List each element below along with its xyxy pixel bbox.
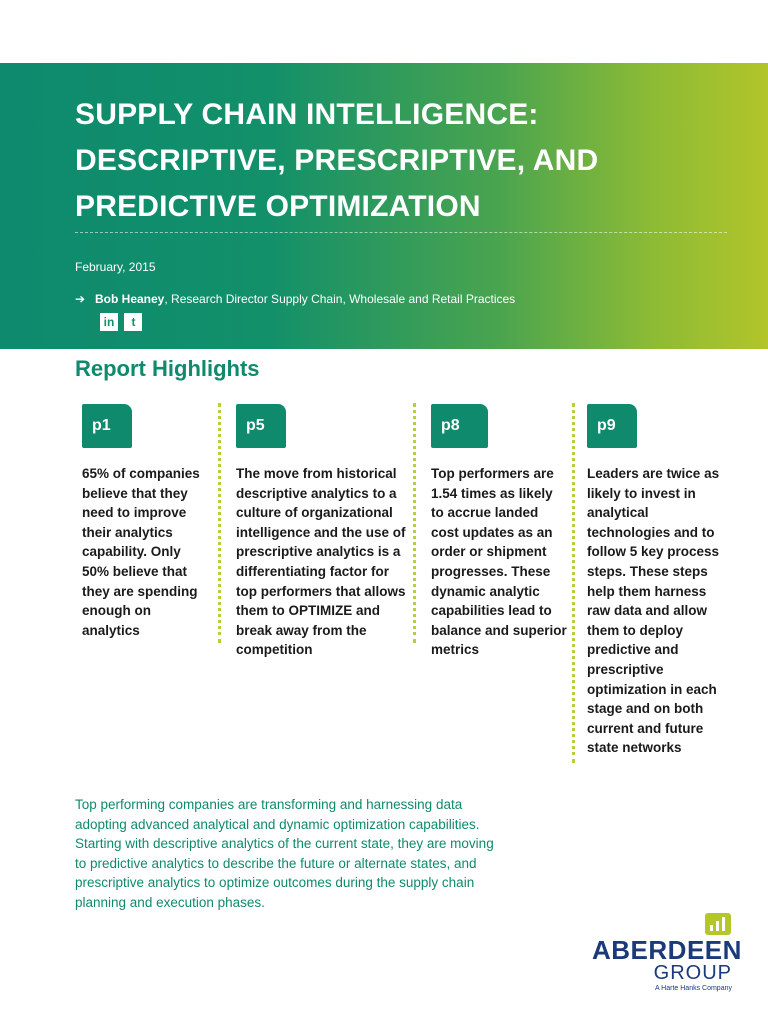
highlight-column	[431, 404, 567, 660]
linkedin-icon[interactable]: in	[100, 313, 118, 331]
highlight-column	[587, 404, 733, 758]
title-line: SUPPLY CHAIN INTELLIGENCE:	[75, 98, 539, 131]
bar-chart-icon	[705, 913, 731, 935]
highlight-column	[236, 404, 408, 660]
highlight-column	[82, 404, 210, 640]
highlight-text: 65% of companies believe that they need to improve their analytics capability. Only 50% believe that they are spending enough on analytics	[82, 466, 200, 638]
page-badge[interactable]: p1	[82, 404, 132, 448]
author-role: , Research Director Supply Chain, Wholesale and Retail Practices	[164, 292, 516, 306]
page-badge[interactable]: p8	[431, 404, 488, 448]
aberdeen-logo	[592, 913, 742, 998]
highlight-text: The move from historical descriptive analytics to a culture of organizational intelligence and the use of prescriptive analytics is a differentiating factor for top performers that allows them to OPTIMIZE and break away from the competition	[236, 466, 406, 658]
report-title	[75, 92, 715, 230]
summary-paragraph: Top performing companies are transforming and harnessing data adopting advanced analytical and dynamic optimization capabilities. Starting with descriptive analytics of the current state, they are moving to predictive analytics to describe the future or alternate states, and prescriptive analytics to optimize outcomes during the supply chain planning and execution phases.	[75, 797, 494, 910]
report-date: February, 2015	[75, 260, 156, 274]
title-line: PREDICTIVE OPTIMIZATION	[75, 190, 481, 223]
highlight-text: Leaders are twice as likely to invest in analytical technologies and to follow 5 key process steps. These steps help them harness raw data and allow them to deploy predictive and prescriptive optimization in each stage and on both current and future state networks	[587, 466, 720, 756]
page-badge[interactable]: p5	[236, 404, 286, 448]
logo-tagline: A Harte Hanks Company	[654, 985, 732, 992]
column-divider	[218, 403, 221, 643]
highlights-heading: Report Highlights	[75, 356, 260, 381]
author-line	[75, 292, 515, 306]
highlight-text: Top performers are 1.54 times as likely to accrue landed cost updates as an order or shipment progresses. These dynamic analytic capabilities lead to balance and superior metrics	[431, 466, 567, 658]
header-divider	[75, 232, 727, 233]
social-links	[100, 313, 144, 331]
twitter-icon[interactable]: t	[124, 313, 142, 331]
author-name[interactable]: Bob Heaney	[95, 292, 165, 306]
page-badge[interactable]: p9	[587, 404, 637, 448]
title-line: DESCRIPTIVE, PRESCRIPTIVE, AND	[75, 144, 599, 177]
arrow-right-icon: ➔	[75, 292, 86, 306]
column-divider	[572, 403, 575, 763]
column-divider	[413, 403, 416, 643]
logo-brand: ABERDEEN	[592, 935, 742, 965]
logo-group: GROUP	[653, 962, 732, 984]
